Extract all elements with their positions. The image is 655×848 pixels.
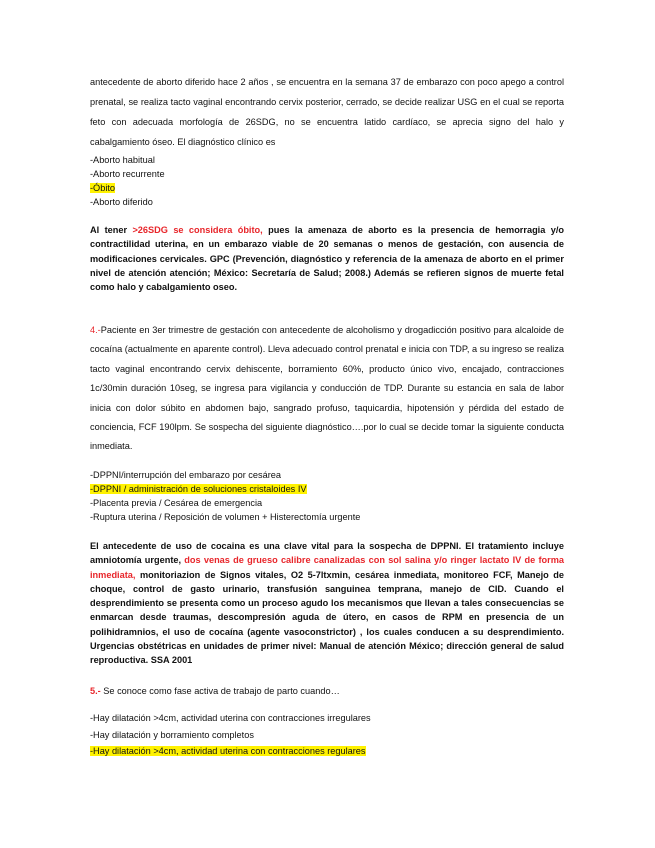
q4-stem: [90, 321, 564, 457]
q4-option-4: -Ruptura uterina / Reposición de volumen + Histerectomía urgente: [90, 512, 361, 522]
q4-explanation-text-a: El antecedente de uso de cocaina es una clave vital para la sospecha de DPPNI. El tratamiento incluye amniotomía urgente,: [90, 541, 564, 566]
q4-explanation-key: dos venas de grueso calibre canalizadas con sol salina y/o ringer lactato IV de forma inmediata,: [90, 555, 564, 580]
q3-option-2: -Aborto recurrente: [90, 169, 165, 179]
q5-option-2: -Hay dilatación y borramiento completos: [90, 730, 254, 740]
q3-option-4: -Aborto diferido: [90, 197, 153, 207]
q4-stem-text: Paciente en 3er trimestre de gestación con antecedente de alcoholismo y drogadicción positivo para alcaloide de cocaína (actualmente en aparente control). Lleva adecuado control prenatal e inicia con TDP, a su ingreso se realiza tacto vaginal encontrando cervix dehiscente, borramiento 60%, producto único vivo, encajado, contracciones 1c/30min duración 10seg, se ingresa para vigilancia y conducción de TDP. Durante su estancia en sala de labor inicia con dolor súbito en abdomen bajo, sangrado profuso, taquicardia, hipotensión y pérdida del estado de conciencia, FCF 190lpm. Se sospecha del siguiente diagnóstico….por lo cual se decide tomar la siguiente conducta inmediata.: [90, 325, 564, 452]
q3-option-1: -Aborto habitual: [90, 155, 155, 165]
q5-stem: [90, 684, 340, 698]
q3-explanation-text-a: Al tener: [90, 225, 133, 235]
q4-option-3: -Placenta previa / Cesárea de emergencia: [90, 498, 263, 508]
q4-explanation-text-b: monitoriazion de Signos vitales, O2 5-7ltxmin, cesárea inmediata, monitoreo FCF, Manejo de choque, control de gasto urinario, transfusión sanguinea temprana, manejo de CID. Cuando el desprendimiento se presenta como un proceso agudo los mecanismos que llevan a tales consecuencias se enmarcan desde traumas, descompresión aguda de útero, en casos de RPM en presencia de un polihidramnios, el uso de cocaína (agente vasoconstrictor) , los cuales conducen a su desprendimiento. Urgencias obstétricas en unidades de primer nivel: Manual de atención México; dirección general de salud reproductiva. SSA 2001: [90, 569, 564, 666]
q3-stem: antecedente de aborto diferido hace 2 años , se encuentra en la semana 37 de embarazo con poco apego a control prenatal, se realiza tacto vaginal encontrando cervix posterior, cerrado, se decide realizar USG en el cual se reporta feto con adecuada morfología de 26SDG, no se encuentra latido cardíaco, se aprecia signo del halo y cabalgamiento óseo. El diagnóstico clínico es: [90, 77, 564, 147]
q4-number: 4.-: [90, 325, 101, 335]
q5-number: 5.-: [90, 686, 101, 696]
q3-answer-highlight: -Óbito: [90, 183, 116, 193]
q5-option-3: [90, 744, 366, 758]
q5-option-1: -Hay dilatación >4cm, actividad uterina con contracciones irregulares: [90, 713, 371, 723]
q3-explanation-text-b: pues la amenaza de aborto es la presencia de hemorragia y/o contractilidad uterina, en un embarazo viable de 20 semanas o menos de gestación, con ausencia de modificaciones cervicales. GPC (Prevención, diagnóstico y referencia de la amenaza de aborto en el primer nivel de atención atención; México: Secretaría de Salud; 2008.) Además se refieren signos de muerte fetal como halo y cabalgamiento oseo.: [90, 225, 564, 293]
q4-option-1: -DPPNI/interrupción del embarazo por cesárea: [90, 470, 281, 480]
q3-option-3: [90, 181, 115, 195]
q4-option-2: [90, 482, 307, 496]
q4-explanation: [90, 539, 564, 668]
q3-explanation: [90, 223, 564, 294]
q4-answer-highlight: -DPPNI / administración de soluciones cristaloides IV: [90, 484, 307, 494]
q5-answer-highlight: -Hay dilatación >4cm, actividad uterina con contracciones regulares: [90, 746, 366, 756]
q3-explanation-key: >26SDG se considera óbito,: [132, 225, 263, 235]
q5-stem-text: Se conoce como fase activa de trabajo de parto cuando…: [100, 686, 340, 696]
